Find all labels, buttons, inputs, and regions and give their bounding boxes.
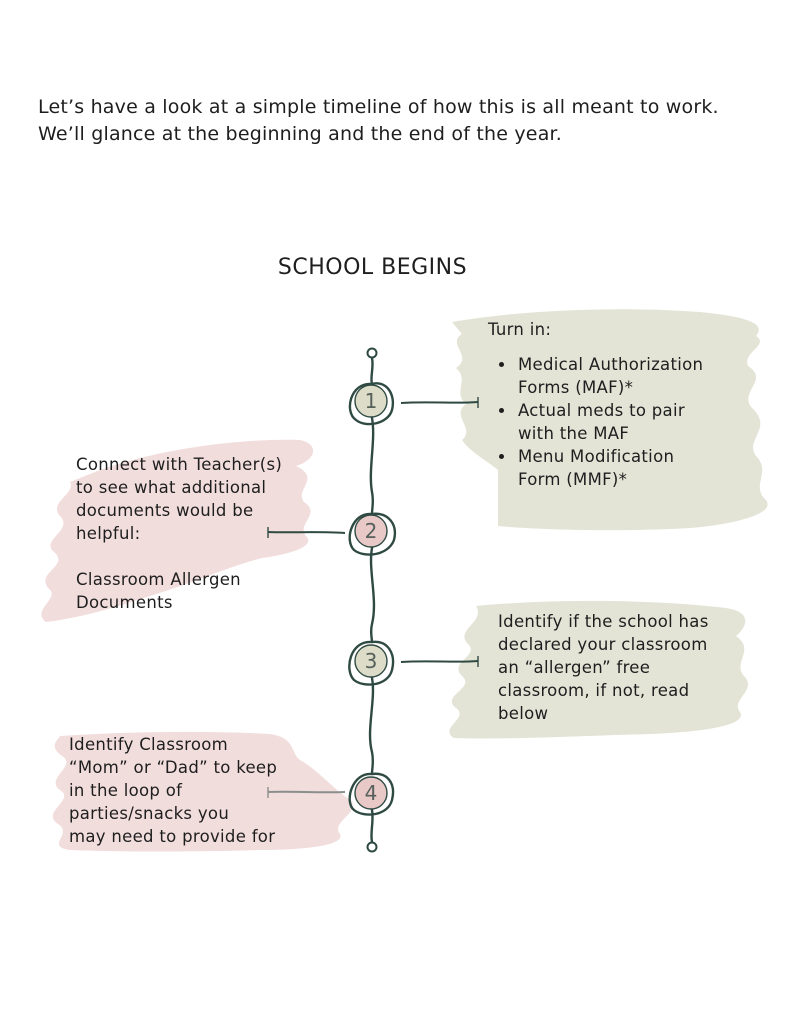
step-3-line: below — [498, 704, 549, 723]
step-1-text — [488, 318, 703, 491]
step-4-text — [69, 733, 277, 848]
list-item: • Menu Modification Form (MMF)* — [516, 445, 703, 491]
step-number-4: 4 — [364, 781, 378, 805]
intro-line-1: Let’s have a look at a simple timeline of how this is all meant to work. — [38, 96, 719, 118]
step-2-line: documents would be — [76, 501, 254, 520]
list-item: • Actual meds to pair with the MAF — [516, 399, 703, 445]
step-number-1: 1 — [364, 389, 378, 413]
step-number-3: 3 — [364, 649, 378, 673]
step-4-line: “Mom” or “Dad” to keep — [69, 758, 278, 777]
connector-3 — [401, 661, 478, 662]
list-item: • Medical Authorization Forms (MAF)* — [516, 353, 703, 399]
step-2-line: Documents — [76, 593, 173, 612]
connector-4 — [268, 792, 345, 793]
connector-1 — [401, 402, 478, 403]
step-3-text — [498, 610, 709, 725]
step-1-heading: Turn in: — [488, 320, 552, 339]
step-2-text — [76, 453, 282, 614]
step-2-line: Classroom Allergen — [76, 570, 241, 589]
step-4-line: parties/snacks you — [69, 804, 230, 823]
step-4-line: may need to provide for — [69, 827, 276, 846]
step-3-line: Identify if the school has — [498, 612, 709, 631]
step-3-line: an “allergen” free — [498, 658, 651, 677]
step-4-line: Identify Classroom — [69, 735, 229, 754]
timeline-top-cap — [368, 349, 377, 358]
timeline-bottom-cap — [368, 843, 377, 852]
section-title: SCHOOL BEGINS — [277, 255, 468, 280]
step-3-line: declared your classroom — [498, 635, 708, 654]
step-2-line: to see what additional — [76, 478, 267, 497]
step-2-line: helpful: — [76, 524, 141, 543]
step-4-line: in the loop of — [69, 781, 183, 800]
timeline-line — [370, 358, 374, 842]
step-number-2: 2 — [364, 519, 378, 543]
step-1-list — [488, 353, 703, 491]
intro-line-2: We’ll glance at the beginning and the end of the year. — [38, 123, 563, 145]
step-2-line: Connect with Teacher(s) — [76, 455, 283, 474]
step-3-line: classroom, if not, read — [498, 681, 690, 700]
